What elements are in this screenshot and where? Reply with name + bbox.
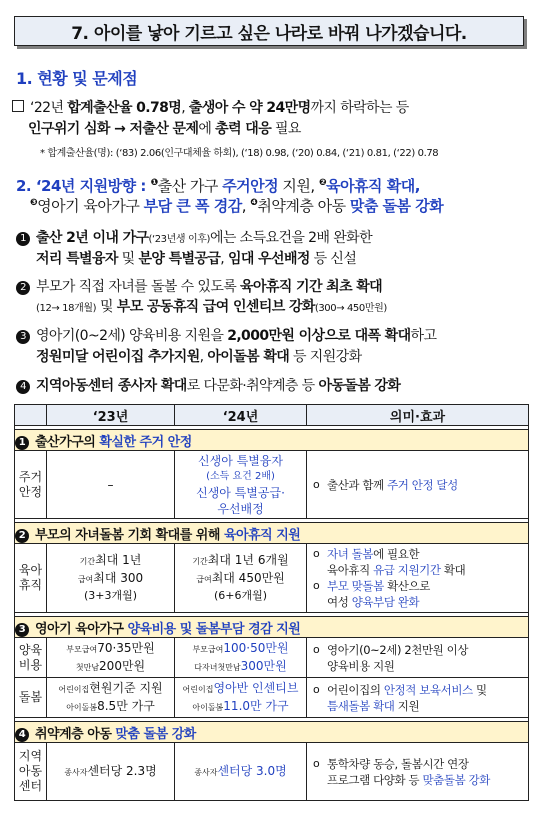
- center-effect: o 통학차량 동승, 돌봄시간 연장 프로그램 다양화 등 맞춤돌봄 강화: [307, 743, 529, 801]
- direction-item-1-line1: 1 출산 2년 이내 가구(‘23년생 이후)에는 소득요건을 2배 완화한: [16, 227, 372, 247]
- leave-effect: o 자녀 돌봄에 필요한 육아휴직 유급 지원기간 확대 o 부모 맞돌봄 확산으로 여성 양육부담 완화: [307, 544, 529, 613]
- direction-item-3-line1: 3 영아기(0~2세) 양육비용 지원을 2,000만원 이상으로 대폭 확대하고: [16, 325, 436, 345]
- direction-item-2-line2: (12→ 18개월) 및 부모 공동휴직 급여 인센티브 강화(300→ 450만원): [36, 299, 387, 315]
- table-row-childcare-cost: [15, 638, 529, 678]
- housing-effect: o 출산과 함께 주거 안정 달성: [307, 451, 529, 519]
- number-4-icon: 4: [15, 728, 29, 742]
- comparison-table: [14, 404, 529, 801]
- leave-2024: 기간최대 1년 6개월 급여최대 450만원 (6+6개월): [175, 544, 307, 613]
- care-2023: 어린이집현원기준 지원 아이돌봄8.5만 가구: [47, 678, 175, 718]
- group-1-row: 1 출산가구의 확실한 주거 안정: [15, 430, 529, 451]
- fertility-rate-note: * 합계출산율(명): (‘83) 2.06(인구대체율 하회), (‘18) 0.98, (‘20) 0.84, (‘21) 0.81, (‘22) 0.78: [40, 148, 439, 159]
- row-label-parental-leave: 육아 휴직: [15, 544, 47, 613]
- group-2-row: 2 부모의 자녀돌봄 기회 확대를 위해 육아휴직 지원: [15, 523, 529, 544]
- center-2024: 종사자센터당 3.0명: [175, 743, 307, 801]
- group-3-row: 3 영아기 육아가구 양육비용 및 돌봄부담 경감 지원: [15, 617, 529, 638]
- table-row-community-center: [15, 743, 529, 801]
- number-4-icon: 4: [16, 380, 30, 394]
- cost-2023: 부모급여70·35만원 첫만남200만원: [47, 638, 175, 678]
- row-label-care: 돌봄: [15, 678, 47, 718]
- number-3-icon: 3: [16, 330, 30, 344]
- table-row-care: [15, 678, 529, 718]
- care-2024: 어린이집영아반 인센티브 아이돌봄11.0만 가구: [175, 678, 307, 718]
- table-header-effect: 의미·효과: [307, 405, 529, 426]
- number-1-icon: 1: [15, 436, 29, 450]
- row-label-childcare-cost: 양육 비용: [15, 638, 47, 678]
- direction-item-3-line2: 정원미달 어린이집 추가지원, 아이돌봄 확대 등 지원강화: [36, 349, 362, 365]
- number-3-icon: 3: [15, 623, 29, 637]
- table-row-housing: [15, 451, 529, 519]
- housing-2023: –: [47, 451, 175, 519]
- row-label-housing: 주거 안정: [15, 451, 47, 519]
- section2-heading: 2. ‘24년 지원방향 : $^❶$출산 가구 주거안정 지원, $^❷$육아휴직 확대,: [16, 177, 420, 195]
- direction-item-2-line1: 2 부모가 직접 자녀를 돌볼 수 있도록 육아휴직 기간 최초 확대: [16, 276, 382, 296]
- cost-effect: o 영아기(0~2세) 2천만원 이상 양육비용 지원: [307, 638, 529, 678]
- section1-heading: 1. 현황 및 문제점: [16, 69, 138, 88]
- group-4-row: 4 취약계층 아동 맞춤 돌봄 강화: [15, 722, 529, 743]
- table-header-2024: ‘24년: [175, 405, 307, 426]
- direction-item-1-line2: 저리 특별융자 및 분양 특별공급, 임대 우선배정 등 신설: [36, 251, 357, 267]
- leave-2023: 기간최대 1년 급여최대 300 (3+3개월): [47, 544, 175, 613]
- row-label-community-center: 지역 아동 센터: [15, 743, 47, 801]
- checkbox-square-icon: [12, 100, 24, 112]
- page-title: 7. 아이를 낳아 기르고 싶은 나라로 바꿔 나가겠습니다.: [14, 16, 524, 46]
- table-header-row: [15, 405, 529, 426]
- number-2-icon: 2: [16, 281, 30, 295]
- number-2-icon: 2: [15, 529, 29, 543]
- housing-2024: 신생아 특별융자 (소득 요건 2배) 신생아 특별공급· 우선배정: [175, 451, 307, 519]
- section1-para-line1: ‘22년 합계출산율 0.78명, 출생아 수 약 24만명까지 하락하는 등: [12, 97, 409, 117]
- table-row-parental-leave: [15, 544, 529, 613]
- section2-heading-line2: $^❸$영아기 육아가구 부담 큰 폭 경감, $^❹$취약계층 아동 맞춤 돌봄 강화: [30, 197, 444, 215]
- table-header-2023: ‘23년: [47, 405, 175, 426]
- table-header-empty: [15, 405, 47, 426]
- number-1-icon: 1: [16, 232, 30, 246]
- section1-para-line2: 인구위기 심화 → 저출산 문제에 총력 대응 필요: [28, 121, 301, 137]
- care-effect: o 어린이집의 안정적 보육서비스 및 틈새돌봄 확대 지원: [307, 678, 529, 718]
- cost-2024: 부모급여100·50만원 다자녀첫만남300만원: [175, 638, 307, 678]
- center-2023: 종사자센터당 2.3명: [47, 743, 175, 801]
- direction-item-4: 4 지역아동센터 종사자 확대로 다문화·취약계층 등 아동돌봄 강화: [16, 375, 400, 395]
